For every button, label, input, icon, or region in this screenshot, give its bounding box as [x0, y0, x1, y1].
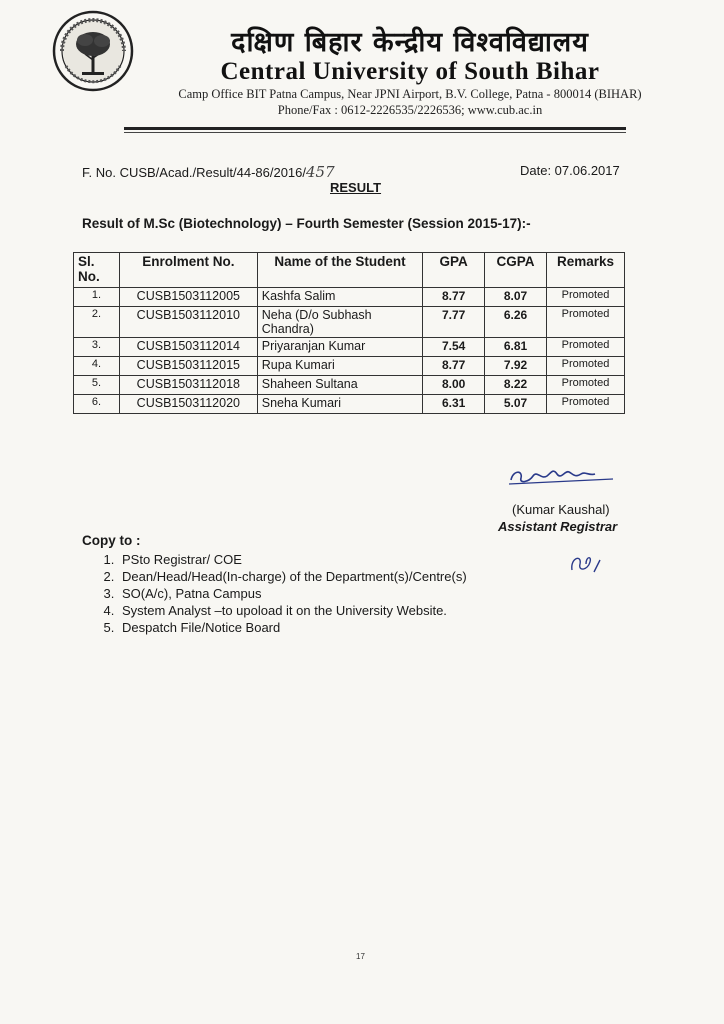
list-item: 3. SO(A/c), Patna Campus: [118, 585, 467, 602]
university-seal-logo: [52, 10, 134, 92]
cell-cgpa: 6.81: [485, 338, 547, 357]
cell-gpa: 7.77: [423, 307, 485, 338]
cell-cgpa: 5.07: [485, 395, 547, 414]
cell-enrolment-no: CUSB1503112018: [119, 376, 257, 395]
cell-cgpa: 8.22: [485, 376, 547, 395]
list-item: 5. Despatch File/Notice Board: [118, 619, 467, 636]
table-header-row: [74, 253, 625, 288]
page-mark: 17: [356, 952, 365, 961]
cell-cgpa: 7.92: [485, 357, 547, 376]
cell-enrolment-no: CUSB1503112015: [119, 357, 257, 376]
table-row: [74, 395, 625, 414]
header-sl-no: Sl. No.: [74, 253, 120, 288]
signatory-title: Assistant Registrar: [498, 519, 618, 534]
cell-enrolment-no: CUSB1503112010: [119, 307, 257, 338]
cell-sl-no: 6.: [74, 395, 120, 414]
cell-enrolment-no: CUSB1503112005: [119, 288, 257, 307]
result-caption: Result of M.Sc (Biotechnology) – Fourth Semester (Session 2015-17):-: [82, 216, 531, 231]
handwritten-signature: [505, 462, 615, 490]
header-enrolment-no: Enrolment No.: [119, 253, 257, 288]
cell-sl-no: 3.: [74, 338, 120, 357]
cell-remarks: Promoted: [547, 376, 625, 395]
cell-student-name: Neha (D/o Subhash Chandra): [257, 307, 422, 338]
cell-remarks: Promoted: [547, 338, 625, 357]
header-gpa: GPA: [423, 253, 485, 288]
cell-student-name: Rupa Kumari: [257, 357, 422, 376]
university-name-hindi: दक्षिण बिहार केन्द्रीय विश्वविद्यालय: [231, 27, 589, 58]
cell-gpa: 8.77: [423, 357, 485, 376]
copy-to-label: Copy to :: [82, 533, 141, 548]
cell-cgpa: 8.07: [485, 288, 547, 307]
table-row: [74, 376, 625, 395]
cell-cgpa: 6.26: [485, 307, 547, 338]
cell-remarks: Promoted: [547, 307, 625, 338]
cell-student-name: Sneha Kumari: [257, 395, 422, 414]
table-row: [74, 357, 625, 376]
cell-gpa: 8.00: [423, 376, 485, 395]
file-number-printed: F. No. CUSB/Acad./Result/44-86/2016/: [82, 165, 307, 180]
handwritten-initials: [568, 550, 604, 578]
letterhead-divider-thick: [124, 127, 626, 130]
cell-gpa: 6.31: [423, 395, 485, 414]
file-number: [82, 163, 335, 181]
table-row: [74, 307, 625, 338]
file-number-handwritten: 457: [306, 163, 335, 181]
cell-enrolment-no: CUSB1503112014: [119, 338, 257, 357]
letterhead-divider-thin: [124, 132, 626, 133]
cell-remarks: Promoted: [547, 288, 625, 307]
list-item: 2. Dean/Head/Head(In-charge) of the Department(s)/Centre(s): [118, 568, 467, 585]
copy-to-list: [82, 551, 467, 636]
cell-remarks: Promoted: [547, 395, 625, 414]
results-table: [73, 252, 625, 414]
table-row: [74, 338, 625, 357]
header-student-name: Name of the Student: [257, 253, 422, 288]
university-name-english: Central University of South Bihar: [220, 58, 600, 85]
header-remarks: Remarks: [547, 253, 625, 288]
cell-student-name: Priyaranjan Kumar: [257, 338, 422, 357]
letterhead-address: Camp Office BIT Patna Campus, Near JPNI Airport, B.V. College, Patna - 800014 (BIHAR): [178, 87, 642, 101]
signatory-name: (Kumar Kaushal): [512, 502, 610, 517]
letterhead-contact: Phone/Fax : 0612-2226535/2226536; www.cub.ac.in: [277, 103, 543, 117]
cell-gpa: 7.54: [423, 338, 485, 357]
cell-student-name: Shaheen Sultana: [257, 376, 422, 395]
header-cgpa: CGPA: [485, 253, 547, 288]
cell-sl-no: 2.: [74, 307, 120, 338]
list-item: 4. System Analyst –to upoload it on the University Website.: [118, 602, 467, 619]
cell-student-name: Kashfa Salim: [257, 288, 422, 307]
table-row: [74, 288, 625, 307]
cell-sl-no: 5.: [74, 376, 120, 395]
result-heading: RESULT: [330, 180, 382, 195]
cell-enrolment-no: CUSB1503112020: [119, 395, 257, 414]
cell-sl-no: 1.: [74, 288, 120, 307]
cell-gpa: 8.77: [423, 288, 485, 307]
issue-date: Date: 07.06.2017: [520, 163, 620, 178]
cell-remarks: Promoted: [547, 357, 625, 376]
cell-sl-no: 4.: [74, 357, 120, 376]
list-item: 1. PSto Registrar/ COE: [118, 551, 467, 568]
